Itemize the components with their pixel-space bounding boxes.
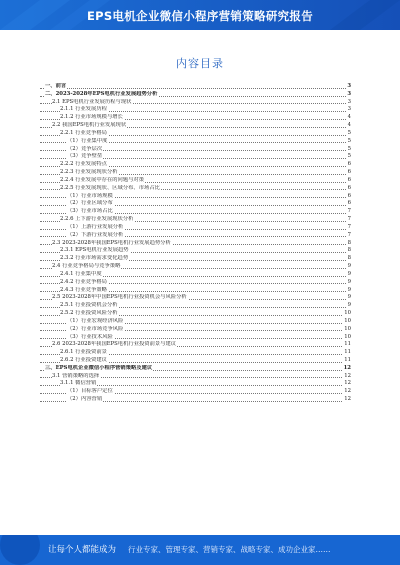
toc-page-number: 12 — [344, 380, 351, 387]
toc-entry[interactable] — [0, 357, 400, 365]
toc-page-number: 12 — [343, 364, 351, 371]
toc-entry-title: 2.2.2 行业发展特点 — [60, 161, 107, 168]
toc-entry-title: 2.3.2 行业市场需求变化趋势 — [60, 255, 129, 262]
toc-entry-title: 三、EPS电机企业微信小程序营销策略及建议 — [45, 364, 153, 371]
toc-entry[interactable] — [0, 263, 400, 271]
toc-page-number: 10 — [344, 333, 351, 340]
toc-entry[interactable] — [0, 130, 400, 138]
toc-entry[interactable] — [0, 114, 400, 122]
toc-entry[interactable] — [0, 122, 400, 130]
toc-entry-title: （3）行业市场占比 — [67, 208, 113, 215]
toc-entry-title: 3.1.1 微信营销 — [60, 380, 97, 387]
footer-banner — [0, 535, 400, 565]
toc-entry-title: 2.4.2 行业竞争格局 — [60, 278, 107, 285]
toc-entry-title: 2.2.1 行业竞争格局 — [60, 129, 107, 136]
footer-subtitle: 行业专家、管理专家、营销专家、战略专家、成功企业家…… — [128, 545, 331, 554]
toc-entry[interactable] — [0, 224, 400, 232]
toc-entry[interactable] — [0, 271, 400, 279]
toc-entry[interactable] — [0, 318, 400, 326]
toc-page-number: 9 — [347, 294, 351, 301]
toc-entry-title: 2.3.1 EPS电机行业发展趋势 — [60, 247, 129, 254]
toc-entry-title: 2.6.2 行业投资建议 — [60, 356, 107, 363]
toc-page-number: 9 — [347, 286, 351, 293]
toc-page-number: 5 — [347, 137, 351, 144]
toc-entry[interactable] — [0, 99, 400, 107]
toc-page-number: 10 — [344, 317, 351, 324]
toc-entry-title: 2.5.2 行业投资风险分析 — [60, 310, 118, 317]
toc-entry[interactable] — [0, 138, 400, 146]
toc-page-number: 12 — [344, 396, 351, 403]
toc-page-number: 9 — [347, 263, 351, 270]
toc-page-number: 11 — [344, 341, 351, 348]
footer-decoration — [0, 535, 40, 565]
toc-page-number: 5 — [347, 129, 351, 136]
footer-slogan: 让每个人都能成为 — [48, 545, 117, 555]
toc-entry-title: （3）行业技术风险 — [67, 333, 113, 340]
toc-page-number: 6 — [347, 169, 351, 176]
toc-entry-title: （1）上游行业发展分析 — [67, 223, 124, 230]
toc-entry-title: 2.4.3 行业竞争策略 — [60, 286, 107, 293]
toc-page-number: 8 — [347, 247, 351, 254]
toc-entry-title: （1）行业市场规模 — [67, 192, 113, 199]
toc-entry[interactable] — [0, 365, 400, 373]
toc-entry[interactable] — [0, 177, 400, 185]
toc-entry[interactable] — [0, 83, 400, 91]
toc-entry[interactable] — [0, 232, 400, 240]
toc-page-number: 5 — [347, 145, 351, 152]
toc-entry[interactable] — [0, 334, 400, 342]
toc-entry-title: 2.2.4 行业发展中存在的问题与对策 — [60, 176, 145, 183]
toc-entry[interactable] — [0, 302, 400, 310]
report-header-banner — [0, 0, 400, 30]
table-of-contents — [0, 83, 400, 404]
toc-entry[interactable] — [0, 169, 400, 177]
toc-entry-title: （2）下游行业发展分析 — [67, 231, 124, 238]
toc-entry[interactable] — [0, 240, 400, 248]
toc-entry[interactable] — [0, 208, 400, 216]
toc-entry-title: （3）竞争壁垒 — [67, 153, 103, 160]
toc-entry[interactable] — [0, 341, 400, 349]
toc-entry[interactable] — [0, 255, 400, 263]
toc-page-number: 3 — [347, 98, 351, 105]
toc-entry[interactable] — [0, 349, 400, 357]
toc-entry-title: 2.5.1 行业投资机会分析 — [60, 302, 118, 309]
toc-entry[interactable] — [0, 310, 400, 318]
toc-entry[interactable] — [0, 216, 400, 224]
toc-entry-title: 2.2.6 上下游行业发展现状分析 — [60, 216, 134, 223]
toc-entry[interactable] — [0, 396, 400, 404]
toc-page-number: 8 — [347, 239, 351, 246]
toc-page-number: 9 — [347, 270, 351, 277]
toc-entry-title: 2.2 我国EPS电机行业发展现状 — [52, 122, 127, 129]
toc-entry-title: （1）行业宏观经济风险 — [67, 317, 124, 324]
toc-entry[interactable] — [0, 91, 400, 99]
toc-entry-title: （2）行业区域分布 — [67, 200, 113, 207]
toc-page-number: 4 — [347, 114, 351, 121]
toc-page-number: 5 — [347, 153, 351, 160]
toc-page-number: 10 — [344, 310, 351, 317]
toc-page-number: 6 — [347, 161, 351, 168]
toc-page-number: 6 — [347, 184, 351, 191]
toc-page-number: 3 — [347, 106, 351, 113]
toc-page-number: 6 — [347, 200, 351, 207]
toc-page-number: 6 — [347, 176, 351, 183]
toc-entry-title: 2.2.5 行业发展现状、区域分布、市场占比 — [60, 184, 160, 191]
toc-entry[interactable] — [0, 373, 400, 381]
toc-entry[interactable] — [0, 161, 400, 169]
toc-page-number: 11 — [344, 349, 351, 356]
toc-entry-title: 2.1.1 行业发展历程 — [60, 106, 107, 113]
toc-page-number: 10 — [344, 325, 351, 332]
toc-entry[interactable] — [0, 388, 400, 396]
toc-entry-title: （2）行业市场竞争风险 — [67, 325, 124, 332]
toc-entry[interactable] — [0, 380, 400, 388]
report-title: EPS电机企业微信小程序营销策略研究报告 — [86, 9, 314, 23]
toc-entry-title: 2.2.3 行业发展现状分析 — [60, 169, 118, 176]
toc-entry[interactable] — [0, 279, 400, 287]
toc-heading: 内容目录 — [176, 57, 224, 70]
toc-entry[interactable] — [0, 294, 400, 302]
toc-entry-title: 2.4 行业竞争格局与竞争策略 — [52, 263, 121, 270]
toc-entry[interactable] — [0, 185, 400, 193]
toc-entry-title: 2.6 2023-2028年我国EPS电机行业投资前景与建议 — [52, 341, 177, 348]
toc-entry-title: 2.5 2023-2028年中国EPS电机行业投资机会与风险分析 — [52, 294, 187, 301]
toc-page-number: 9 — [347, 278, 351, 285]
toc-entry-title: （1）行业集中度 — [67, 137, 108, 144]
toc-entry-title: 一、前言 — [45, 83, 67, 89]
toc-page-number: 11 — [344, 356, 351, 363]
toc-entry-title: 二、2023-2028年EPS电机行业发展趋势分析 — [45, 90, 158, 97]
toc-page-number: 6 — [347, 192, 351, 199]
toc-entry-title: 2.4.1 行业集中度 — [60, 270, 102, 277]
toc-entry[interactable] — [0, 326, 400, 334]
toc-page-number: 8 — [347, 255, 351, 262]
toc-entry[interactable] — [0, 287, 400, 295]
toc-entry[interactable] — [0, 106, 400, 114]
toc-entry-title: 2.3 2023-2028年我国EPS电机行业发展趋势分析 — [52, 239, 171, 246]
toc-page-number: 4 — [347, 122, 351, 129]
toc-page-number: 7 — [347, 216, 351, 223]
toc-page-number: 3 — [347, 90, 351, 97]
toc-page-number: 7 — [347, 223, 351, 230]
toc-page-number: 7 — [347, 208, 351, 215]
toc-entry[interactable] — [0, 153, 400, 161]
toc-page-number: 12 — [344, 388, 351, 395]
toc-dot-leader — [40, 88, 348, 89]
toc-entry[interactable] — [0, 247, 400, 255]
toc-entry[interactable] — [0, 200, 400, 208]
toc-entry[interactable] — [0, 146, 400, 154]
toc-entry-title: （2）内容营销 — [67, 396, 103, 403]
toc-entry-title: （1）目标客户定位 — [67, 388, 113, 395]
toc-page-number: 3 — [347, 83, 351, 89]
toc-page-number: 9 — [347, 302, 351, 309]
toc-entry[interactable] — [0, 193, 400, 201]
toc-page-number: 12 — [344, 372, 351, 379]
toc-entry-title: （2）竞争层次 — [67, 145, 103, 152]
toc-entry-title: 2.1 EPS电机行业发展历程与现状 — [52, 98, 132, 105]
toc-entry-title: 3.1 营销策略的选择 — [52, 372, 100, 379]
toc-entry-title: 2.1.2 行业市场规模与增长 — [60, 114, 123, 121]
toc-page-number: 7 — [347, 231, 351, 238]
toc-entry-title: 2.6.1 行业投资前景 — [60, 349, 107, 356]
